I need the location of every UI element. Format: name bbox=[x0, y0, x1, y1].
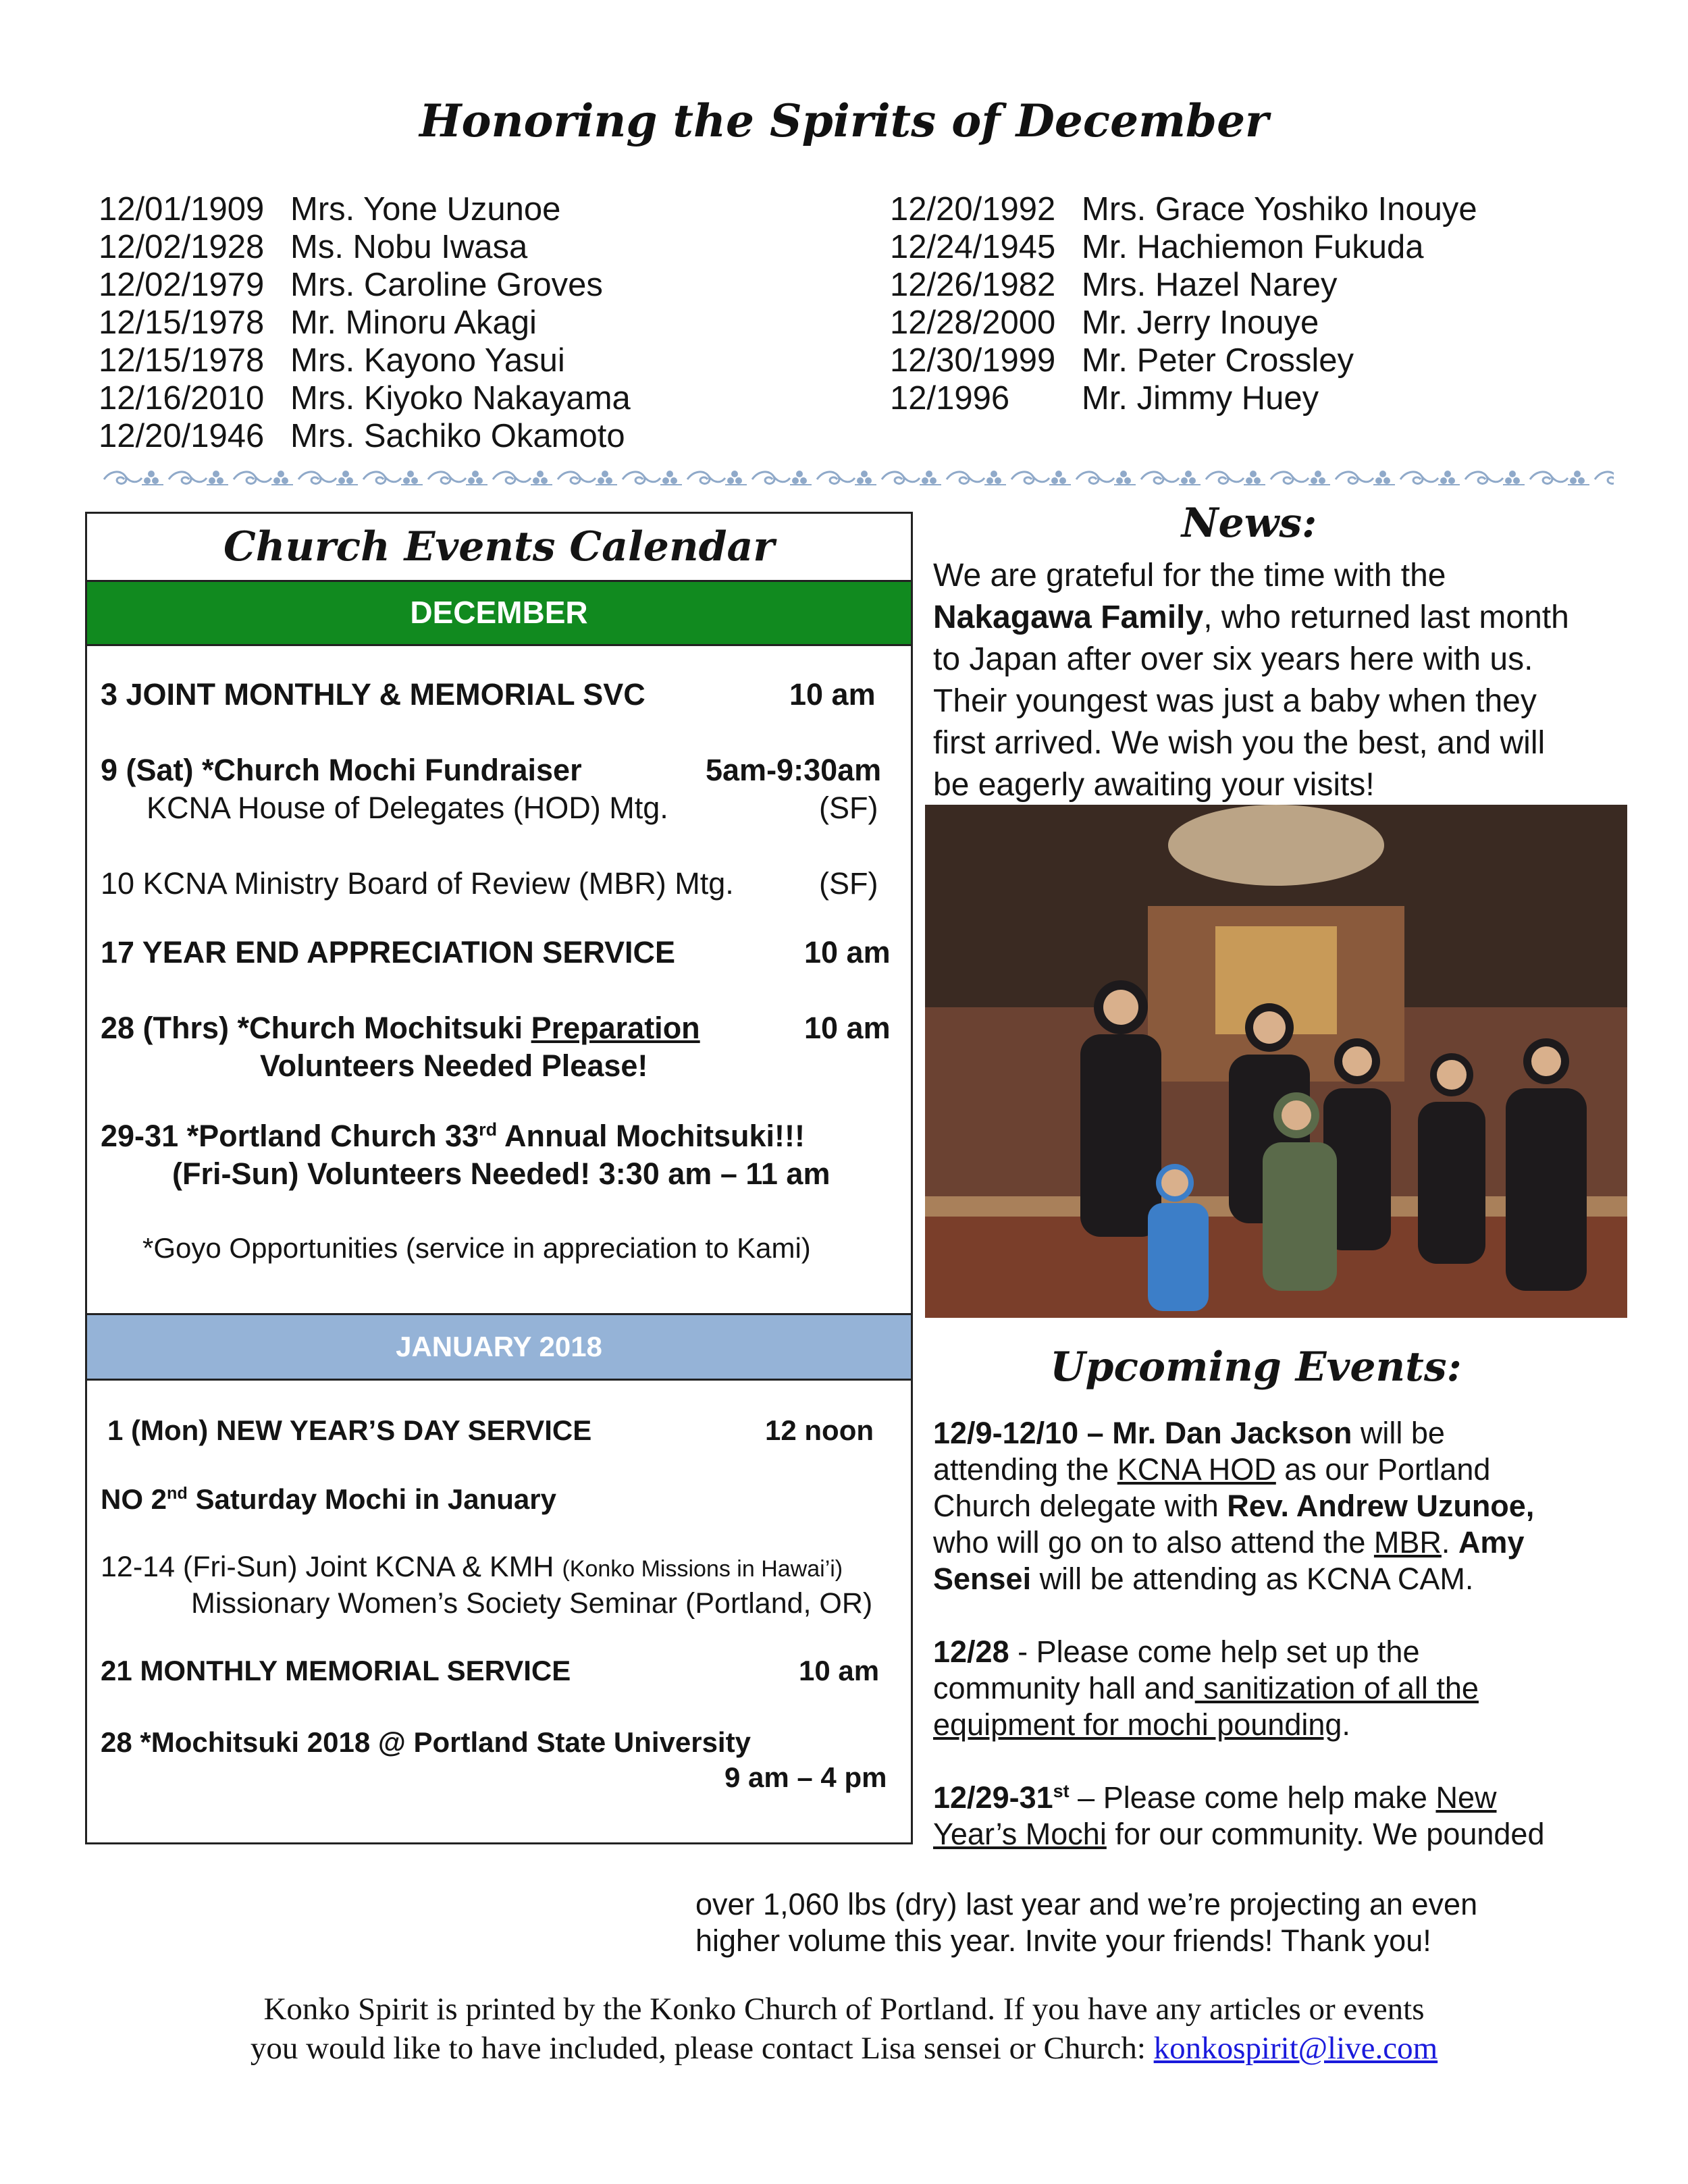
family-photo bbox=[925, 805, 1627, 1318]
spacer bbox=[933, 1743, 1635, 1780]
dec-event-3-location: (SF) bbox=[819, 866, 878, 901]
upcoming-line bbox=[933, 1707, 1635, 1743]
news-line-rest: , who returned last month bbox=[1203, 600, 1569, 635]
dec-event-3: 10 KCNA Ministry Board of Review (MBR) Mtg. bbox=[101, 866, 734, 901]
memorial-date: 12/20/1946 bbox=[99, 418, 265, 454]
memorial-date: 12/1996 bbox=[890, 380, 1010, 417]
memorial-name: Mr. Hachiemon Fukuda bbox=[1082, 229, 1424, 265]
jan-event-2-sup: nd bbox=[167, 1484, 188, 1503]
jan-event-2 bbox=[101, 1483, 556, 1516]
memorial-name: Mrs. Grace Yoshiko Inouye bbox=[1082, 191, 1477, 228]
contact-email-link[interactable]: konkospirit@live.com bbox=[1153, 2031, 1438, 2066]
upcoming-underlined: equipment for mochi pounding bbox=[933, 1707, 1342, 1742]
upcoming-bold: Rev. Andrew Uzunoe, bbox=[1227, 1489, 1535, 1523]
memorial-date: 12/20/1992 bbox=[890, 191, 1056, 228]
dec-event-6-text-end: Annual Mochitsuki!!! bbox=[497, 1119, 805, 1153]
memorial-name: Mrs. Caroline Groves bbox=[290, 267, 603, 303]
upcoming-text: - Please come help set up the bbox=[1009, 1634, 1420, 1669]
dec-event-6-sub: (Fri-Sun) Volunteers Needed! 3:30 am – 11 am bbox=[172, 1156, 830, 1191]
memorial-date: 12/02/1979 bbox=[99, 267, 265, 303]
memorial-date: 12/01/1909 bbox=[99, 191, 265, 228]
memorial-date: 12/16/2010 bbox=[99, 380, 265, 417]
upcoming-date-sup: st bbox=[1053, 1781, 1070, 1801]
memorial-name: Mrs. Hazel Narey bbox=[1082, 267, 1338, 303]
upcoming-text: community hall and bbox=[933, 1671, 1195, 1705]
memorial-name: Mrs. Sachiko Okamoto bbox=[290, 418, 625, 454]
upcoming-underlined: sanitization of all the bbox=[1194, 1671, 1479, 1705]
dec-event-2: 9 (Sat) *Church Mochi Fundraiser bbox=[101, 753, 582, 787]
dec-event-4: 17 YEAR END APPRECIATION SERVICE bbox=[101, 935, 676, 969]
memorial-name: Mrs. Yone Uzunoe bbox=[290, 191, 561, 228]
news-line: We are grateful for the time with the bbox=[933, 558, 1446, 593]
dec-event-6-sup: rd bbox=[479, 1119, 498, 1140]
events-calendar bbox=[85, 512, 913, 1844]
footer-line-2 bbox=[0, 2028, 1688, 2069]
memorial-name: Mrs. Kiyoko Nakayama bbox=[290, 380, 631, 417]
upcoming-title: Upcoming Events: bbox=[1050, 1343, 1462, 1391]
upcoming-text: – Please come help make bbox=[1069, 1780, 1436, 1815]
upcoming-underlined: Year’s Mochi bbox=[933, 1817, 1107, 1851]
upcoming-line bbox=[933, 1816, 1635, 1853]
upcoming-line bbox=[933, 1524, 1635, 1561]
memorial-date: 12/02/1928 bbox=[99, 229, 265, 265]
jan-event-4: 21 MONTHLY MEMORIAL SERVICE bbox=[101, 1655, 571, 1686]
dec-event-5-sub: Volunteers Needed Please! bbox=[260, 1048, 648, 1083]
news-line bbox=[933, 597, 1608, 639]
upcoming-underlined: KCNA HOD bbox=[1117, 1452, 1276, 1487]
upcoming-date-text: 12/29-31 bbox=[933, 1780, 1053, 1815]
family-name: Nakagawa Family bbox=[933, 600, 1204, 635]
upcoming-line bbox=[933, 1488, 1635, 1524]
memorial-name: Mr. Jimmy Huey bbox=[1082, 380, 1319, 417]
memorial-date: 12/24/1945 bbox=[890, 229, 1056, 265]
news-title: News: bbox=[1181, 500, 1317, 547]
dec-event-6-text: 29-31 *Portland Church 33 bbox=[101, 1119, 479, 1153]
memorial-date: 12/28/2000 bbox=[890, 304, 1056, 341]
news-body bbox=[933, 555, 1608, 806]
dec-event-2-time: 5am-9:30am bbox=[706, 753, 882, 787]
upcoming-text: . bbox=[1441, 1525, 1458, 1560]
upcoming-text: attending the bbox=[933, 1452, 1117, 1487]
jan-event-5-time: 9 am – 4 pm bbox=[724, 1761, 887, 1793]
dec-event-2-sub: KCNA House of Delegates (HOD) Mtg. bbox=[147, 791, 668, 825]
dec-event-1-time: 10 am bbox=[789, 677, 876, 712]
jan-event-5: 28 *Mochitsuki 2018 @ Portland State University bbox=[101, 1726, 751, 1758]
dec-event-6 bbox=[101, 1119, 805, 1154]
upcoming-underlined: MBR bbox=[1373, 1525, 1442, 1560]
jan-event-3-note: (Konko Missions in Hawai’i) bbox=[562, 1556, 843, 1582]
spirits-title: Honoring the Spirits of December bbox=[419, 95, 1269, 147]
upcoming-underlined: New bbox=[1435, 1780, 1497, 1815]
dec-event-5-time: 10 am bbox=[804, 1011, 891, 1045]
memorial-name: Mr. Jerry Inouye bbox=[1082, 304, 1319, 341]
upcoming-date: 12/9-12/10 – Mr. Dan Jackson bbox=[933, 1416, 1352, 1450]
upcoming-line bbox=[933, 1670, 1635, 1707]
dec-event-5-underlined: Preparation bbox=[531, 1011, 700, 1045]
calendar-title: Church Events Calendar bbox=[223, 523, 775, 570]
ornamental-divider bbox=[101, 466, 1614, 490]
goyo-note: *Goyo Opportunities (service in appreciation to Kami) bbox=[142, 1232, 811, 1264]
memorial-date: 12/30/1999 bbox=[890, 342, 1056, 379]
upcoming-text: will be attending as KCNA CAM. bbox=[1031, 1562, 1474, 1596]
upcoming-bold: Amy bbox=[1458, 1525, 1525, 1560]
jan-event-1-time: 12 noon bbox=[765, 1414, 874, 1446]
january-header: JANUARY 2018 bbox=[87, 1313, 911, 1381]
upcoming-line-wide: higher volume this year. Invite your friends! Thank you! bbox=[695, 1923, 1431, 1958]
upcoming-line bbox=[933, 1561, 1635, 1597]
spacer bbox=[933, 1597, 1635, 1634]
upcoming-text: who will go on to also attend the bbox=[933, 1525, 1374, 1560]
memorial-name: Mr. Peter Crossley bbox=[1082, 342, 1354, 379]
news-line: be eagerly awaiting your visits! bbox=[933, 767, 1375, 803]
footer-line-1: Konko Spirit is printed by the Konko Church of Portland. If you have any articles or events bbox=[263, 1992, 1425, 2027]
upcoming-text: as our Portland bbox=[1275, 1452, 1491, 1487]
upcoming-date: 12/28 bbox=[933, 1634, 1009, 1669]
memorial-date: 12/15/1978 bbox=[99, 304, 265, 341]
dec-event-5-text: 28 (Thrs) *Church Mochitsuki bbox=[101, 1011, 531, 1045]
news-line: to Japan after over six years here with us. bbox=[933, 641, 1533, 677]
footer-text: you would like to have included, please contact Lisa sensei or Church: bbox=[250, 2031, 1154, 2066]
jan-event-3-sub: Missionary Women’s Society Seminar (Portland, OR) bbox=[191, 1587, 873, 1620]
upcoming-line bbox=[933, 1780, 1635, 1816]
upcoming-line bbox=[933, 1634, 1635, 1670]
dec-event-1: 3 JOINT MONTHLY & MEMORIAL SVC bbox=[101, 677, 645, 712]
memorial-date: 12/15/1978 bbox=[99, 342, 265, 379]
news-line: Their youngest was just a baby when they bbox=[933, 683, 1537, 719]
news-line: first arrived. We wish you the best, and will bbox=[933, 725, 1546, 761]
jan-event-3-text: 12-14 (Fri-Sun) Joint KCNA & KMH bbox=[101, 1551, 562, 1583]
jan-event-1: 1 (Mon) NEW YEAR’S DAY SERVICE bbox=[107, 1414, 592, 1446]
upcoming-text: . bbox=[1342, 1707, 1350, 1742]
memorial-name: Ms. Nobu Iwasa bbox=[290, 229, 528, 265]
memorial-name: Mrs. Kayono Yasui bbox=[290, 342, 565, 379]
upcoming-body bbox=[933, 1415, 1635, 1853]
upcoming-bold: Sensei bbox=[933, 1562, 1032, 1596]
upcoming-date bbox=[933, 1780, 1070, 1815]
dec-event-5 bbox=[101, 1011, 700, 1046]
memorial-date: 12/26/1982 bbox=[890, 267, 1056, 303]
upcoming-text: will be bbox=[1352, 1416, 1445, 1450]
dec-event-2-location: (SF) bbox=[819, 791, 878, 825]
dec-event-4-time: 10 am bbox=[804, 935, 891, 969]
jan-event-3 bbox=[101, 1551, 843, 1584]
upcoming-line bbox=[933, 1415, 1635, 1451]
memorial-name: Mr. Minoru Akagi bbox=[290, 304, 537, 341]
upcoming-line-wide: over 1,060 lbs (dry) last year and we’re projecting an even bbox=[695, 1887, 1478, 1921]
upcoming-text: Church delegate with bbox=[933, 1489, 1228, 1523]
jan-event-2-text-end: Saturday Mochi in January bbox=[187, 1483, 556, 1515]
jan-event-4-time: 10 am bbox=[799, 1655, 880, 1686]
upcoming-line bbox=[933, 1451, 1635, 1488]
december-header: DECEMBER bbox=[87, 580, 911, 646]
jan-event-2-text: NO 2 bbox=[101, 1483, 167, 1515]
upcoming-text: for our community. We pounded bbox=[1106, 1817, 1545, 1851]
